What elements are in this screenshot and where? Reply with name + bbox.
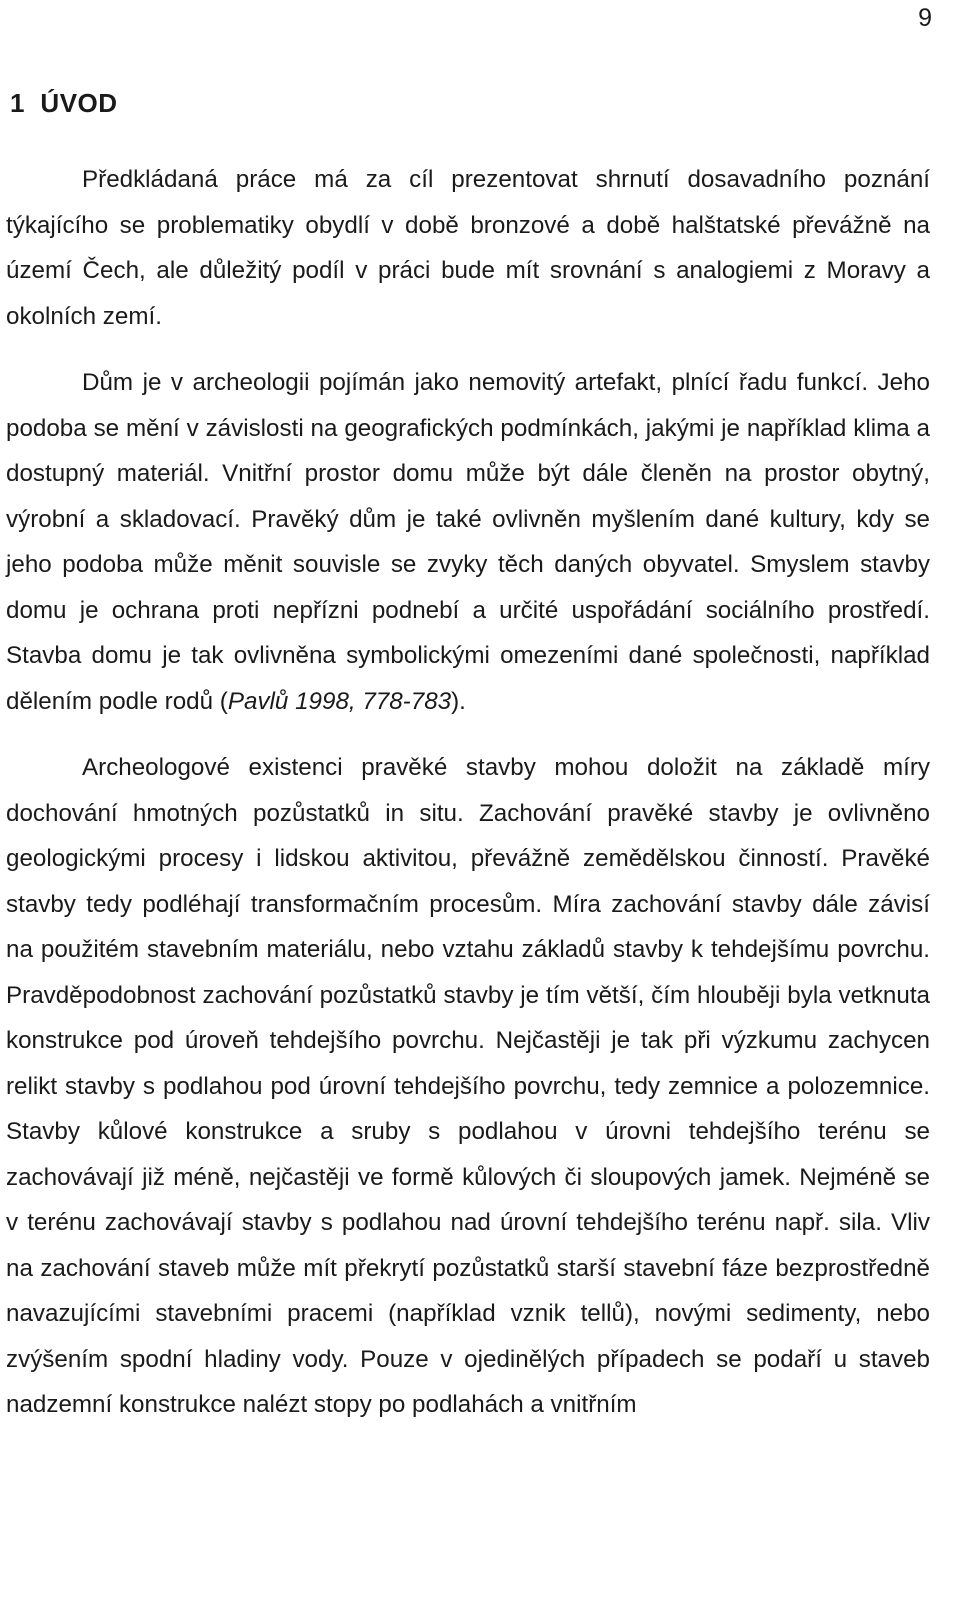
- paragraph-house: [6, 360, 930, 724]
- paragraph-text: Předkládaná práce má za cíl prezentovat shrnutí dosavadního poznání týkajícího se problematiky obydlí v době bronzové a době halštatské převážně na území Čech, ale důležitý podíl v práci bude mít srovnání s analogiemi z Moravy a okolních zemí.: [6, 166, 930, 330]
- paragraph-archaeology: [6, 745, 930, 1428]
- paragraph-text: Dům je v archeologii pojímán jako nemovitý artefakt, plnící řadu funkcí. Jeho podoba se mění v závislosti na geografických podmínkách, jakými je například klima a dostupný materiál. Vnitřní prostor domu může být dále členěn na prostor obytný, výrobní a skladovací. Pravěký dům je také ovlivněn myšlením dané kultury, kdy se jeho podoba může měnit souvisle se zvyky těch daných obyvatel. Smyslem stavby domu je ochrana proti nepřízni podnebí a určité uspořádání sociálního prostředí. Stavba domu je tak ovlivněna symbolickými omezeními dané společnosti, například dělením podle rodů (: [6, 369, 930, 715]
- section-heading: [10, 88, 118, 119]
- paragraph-text-end: ).: [451, 687, 466, 715]
- page-number: 9: [918, 4, 932, 32]
- paragraph-intro: [6, 157, 930, 339]
- section-title: ÚVOD: [40, 88, 118, 118]
- section-number: 1: [10, 88, 25, 118]
- paragraph-text: Archeologové existenci pravěké stavby mohou doložit na základě míry dochování hmotných pozůstatků in situ. Zachování pravěké stavby je ovlivněno geologickými procesy i lidskou aktivitou, převážně zemědělskou činností. Pravěké stavby tedy podléhají transformačním procesům. Míra zachování stavby dále závisí na použitém stavebním materiálu, nebo vztahu základů stavby k tehdejšímu povrchu. Pravděpodobnost zachování pozůstatků stavby je tím větší, čím hlouběji byla vetknuta konstrukce pod úroveň tehdejšího povrchu. Nejčastěji je tak při výzkumu zachycen relikt stavby s podlahou pod úrovní tehdejšího povrchu, tedy zemnice a polozemnice. Stavby kůlové konstrukce a sruby s podlahou v úrovni tehdejšího terénu se zachovávají již méně, nejčastěji ve formě kůlových či sloupových jamek. Nejméně se v terénu zachovávají stavby s podlahou nad úrovní tehdejšího terénu např. sila. Vliv na zachování staveb může mít překrytí pozůstatků starší stavební fáze bezprostředně navazujícími stavebními pracemi (například vznik tellů), novými sedimenty, nebo zvýšením spodní hladiny vody. Pouze v ojedinělých případech se podaří u staveb nadzemní konstrukce nalézt stopy po podlahách a vnitřním: [6, 754, 930, 1418]
- body-text: [6, 157, 930, 1449]
- citation: Pavlů 1998, 778-783: [227, 687, 452, 715]
